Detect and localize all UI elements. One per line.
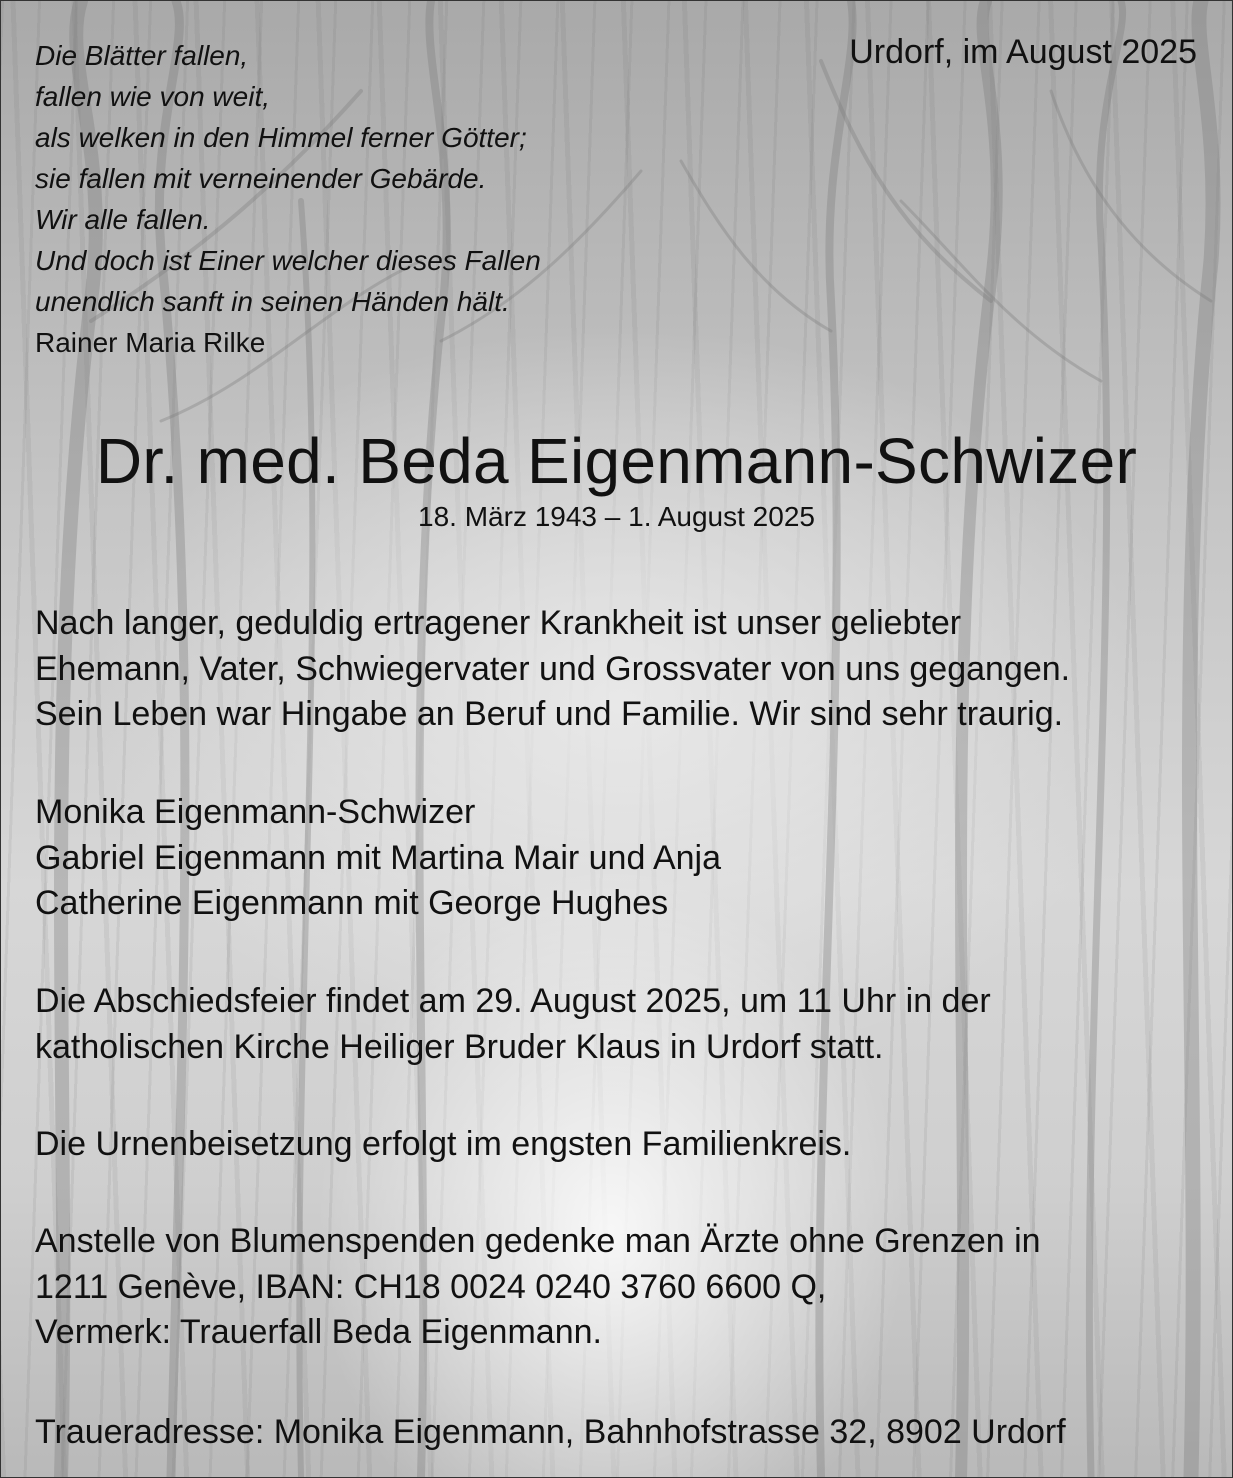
family-member: Gabriel Eigenmann mit Martina Mair und Anja [35,838,721,877]
poem [35,35,541,322]
announcement-line: Ehemann, Vater, Schwiegervater und Grossvater von uns gegangen. [35,649,1071,688]
deceased-name: Dr. med. Beda Eigenmann-Schwizer [95,425,1138,497]
ceremony-line: Die Abschiedsfeier findet am 29. August 2025, um 11 Uhr in der [35,982,991,1020]
announcement-paragraph [35,601,1070,738]
ceremony-line: katholischen Kirche Heiliger Bruder Klaus in Urdorf statt. [35,1027,884,1066]
life-dates: 18. März 1943 – 1. August 2025 [418,501,815,532]
donation-line: 1211 Genève, IBAN: CH18 0024 0240 3760 6600 Q, [35,1267,827,1306]
burial-paragraph: Die Urnenbeisetzung erfolgt im engsten Familienkreis. [35,1125,852,1163]
poem-line: unendlich sanft in seinen Händen hält. [35,286,510,317]
family-member: Catherine Eigenmann mit George Hughes [35,884,669,922]
donation-line: Anstelle von Blumenspenden gedenke man Ärzte ohne Grenzen in [35,1222,1041,1260]
poem-author: Rainer Maria Rilke [35,327,266,358]
family-member: Monika Eigenmann-Schwizer [35,793,476,831]
mourning-address: Traueradresse: Monika Eigenmann, Bahnhofstrasse 32, 8902 Urdorf [35,1413,1066,1451]
donation-line: Vermerk: Trauerfall Beda Eigenmann. [35,1313,602,1351]
poem-line: Wir alle fallen. [35,204,211,235]
poem-line: sie fallen mit verneinender Gebärde. [35,163,487,194]
place-and-date: Urdorf, im August 2025 [849,33,1197,71]
poem-line: Die Blätter fallen, [35,40,249,71]
announcement-line: Nach langer, geduldig ertragener Krankheit ist unser geliebter [35,604,962,642]
family-list [35,790,721,927]
poem-line: als welken in den Himmel ferner Götter; [35,122,527,153]
announcement-line: Sein Leben war Hingabe an Beruf und Familie. Wir sind sehr traurig. [35,695,1064,733]
ceremony-paragraph [35,979,991,1070]
donation-paragraph [35,1219,1041,1356]
poem-line: fallen wie von weit, [35,81,271,112]
poem-line: Und doch ist Einer welcher dieses Fallen [35,245,541,276]
